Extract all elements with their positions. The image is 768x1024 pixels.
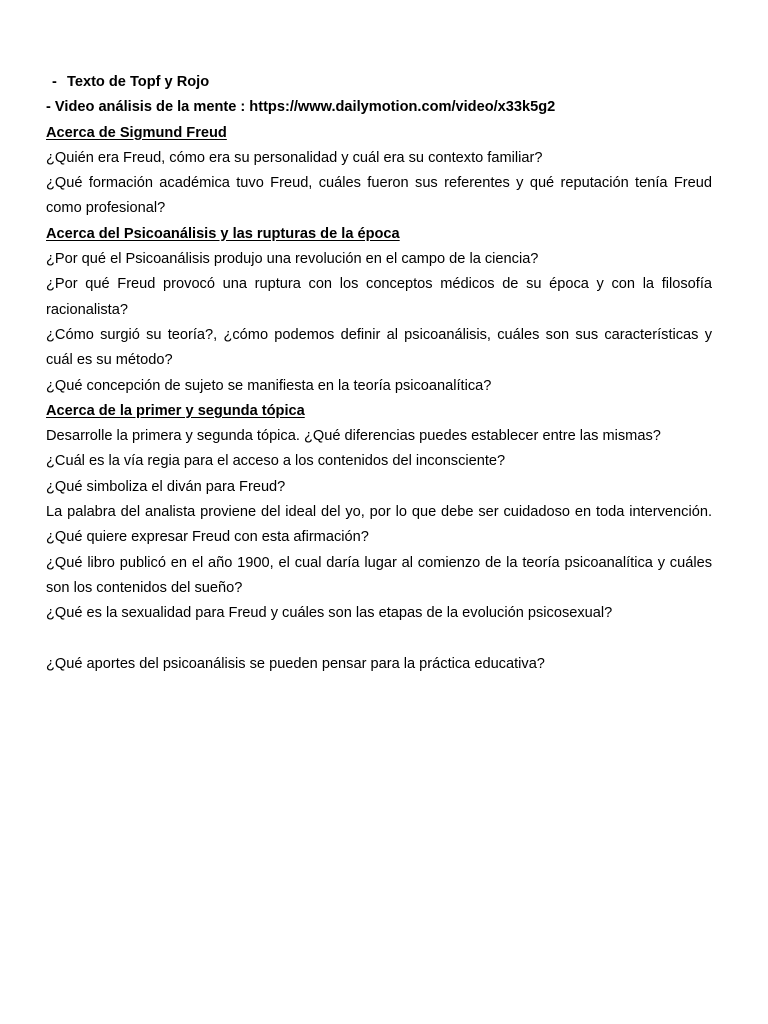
- question-item: ¿Cuál es la vía regia para el acceso a los contenidos del inconsciente?: [46, 453, 506, 470]
- question-item: ¿Qué concepción de sujeto se manifiesta en la teoría psicoanalítica?: [46, 377, 492, 394]
- bullet-dash: -: [52, 74, 57, 90]
- question-item: ¿Qué simboliza el diván para Freud?: [46, 478, 286, 495]
- question-item: ¿Por qué Freud provocó una ruptura con los conceptos médicos de su época y con la filosofía racionalista?: [46, 276, 712, 318]
- section-heading-topica: Acerca de la primer y segunda tópica: [46, 402, 305, 419]
- section-psicoanalisis: [46, 222, 712, 399]
- question-item: ¿Por qué el Psicoanálisis produjo una revolución en el campo de la ciencia?: [46, 251, 539, 268]
- document-page: [46, 70, 712, 677]
- question-item: Desarrolle la primera y segunda tópica. ¿Qué diferencias puedes establecer entre las mismas?: [46, 428, 661, 445]
- question-item: ¿Cómo surgió su teoría?, ¿cómo podemos definir al psicoanálisis, cuáles son sus características y cuál es su método?: [46, 326, 712, 369]
- question-item: La palabra del analista proviene del ideal del yo, por lo que debe ser cuidadoso en toda intervención. ¿Qué quiere expresar Freud con esta afirmación?: [46, 504, 712, 546]
- topf-rojo-text: Texto de Topf y Rojo: [67, 74, 210, 90]
- question-item: ¿Qué libro publicó en el año 1900, el cual daría lugar al comienzo de la teoría psicoanalítica y cuáles son los contenidos del sueño?: [46, 554, 712, 596]
- question-item: ¿Qué formación académica tuvo Freud, cuáles fueron sus referentes y qué reputación tenía Freud como profesional?: [46, 175, 712, 217]
- bullet-item-topf-rojo: [46, 70, 712, 95]
- question-item: ¿Qué es la sexualidad para Freud y cuáles son las etapas de la evolución psicosexual?: [46, 605, 613, 622]
- section-topica: [46, 399, 712, 627]
- section-freud: [46, 121, 712, 222]
- question-item: ¿Quién era Freud, cómo era su personalidad y cuál era su contexto familiar?: [46, 149, 543, 166]
- final-question: ¿Qué aportes del psicoanálisis se pueden pensar para la práctica educativa?: [46, 655, 545, 672]
- section-heading-psicoanalisis: Acerca del Psicoanálisis y las rupturas de la época: [46, 225, 400, 242]
- blank-line: [46, 627, 712, 652]
- section-heading-freud: Acerca de Sigmund Freud: [46, 124, 227, 141]
- video-line: - Video análisis de la mente : https://www.dailymotion.com/video/x33k5g2: [46, 99, 556, 116]
